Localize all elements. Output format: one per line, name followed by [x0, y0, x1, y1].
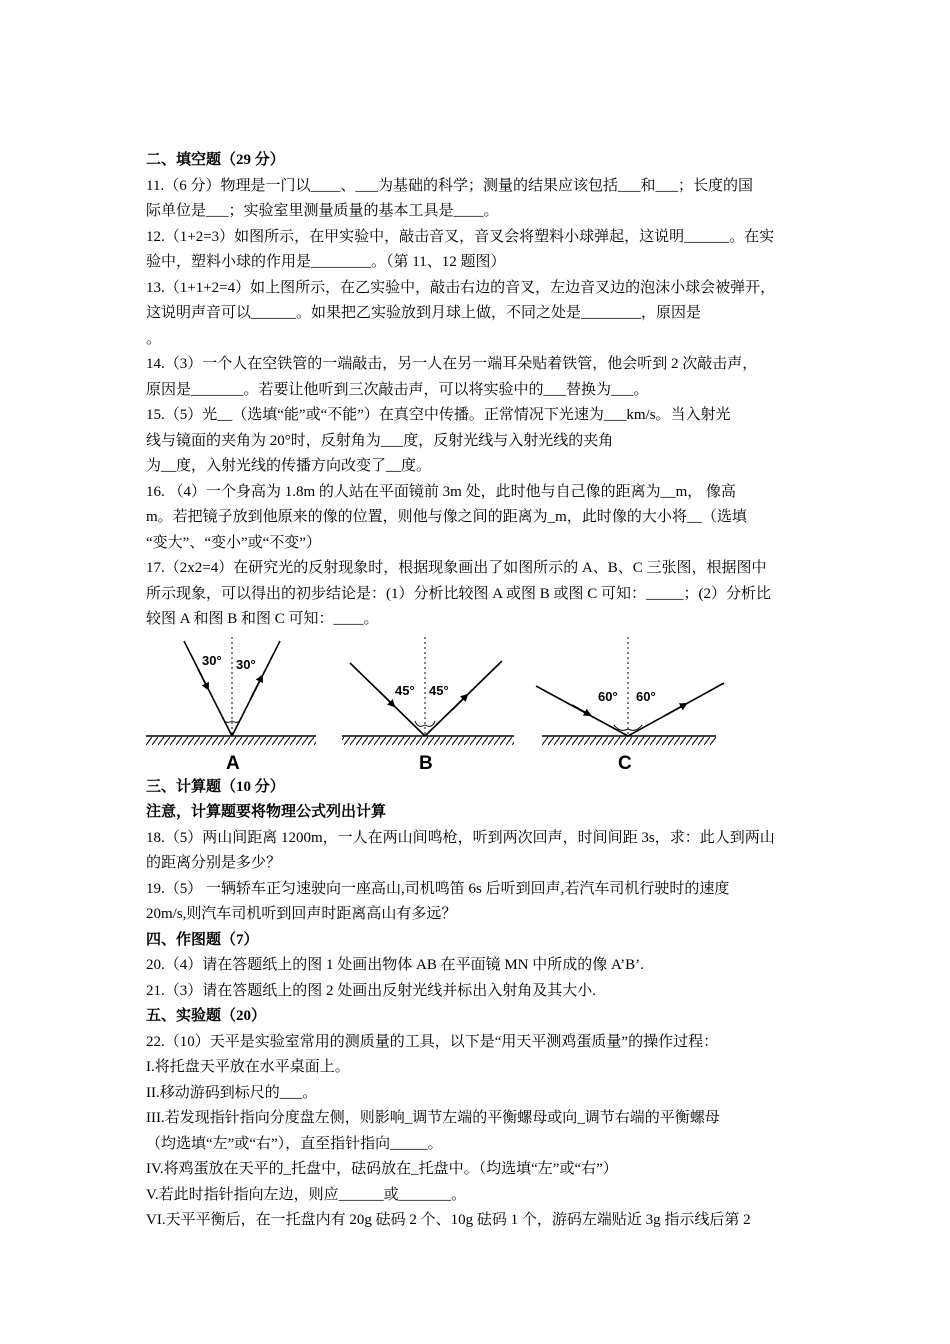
angle-label: 30° — [202, 652, 222, 668]
angle-label: 60° — [598, 688, 618, 704]
text-line: VI.天平平衡后，在一托盘内有 20g 砝码 2 个、10g 砝码 1 个，游码左端贴近 3g 指示线后第 2 — [146, 1212, 751, 1228]
figure-label: B — [419, 752, 433, 774]
panel-c — [536, 637, 724, 774]
text-line: 际单位是___；实验室里测量质量的基本工具是____。 — [146, 203, 499, 219]
reflected-arrow — [666, 704, 686, 715]
text-line: 15.（5）光__（选填“能”或“不能”）在真空中传播。正常情况下光速为___km/s。当入射光 — [146, 407, 731, 423]
text-line: V.若此时指针指向左边，则应______或_______。 — [146, 1186, 467, 1203]
angle-label: 45° — [395, 682, 415, 698]
incident-arrow — [198, 669, 208, 689]
text-line: 12.（1+2=3）如图所示，在甲实验中，敲击音叉，音叉会将塑料小球弹起，这说明______。在实 — [146, 228, 775, 245]
text-line: 这说明声音可以______。如果把乙实验放到月球上做，不同之处是________，原因是 — [146, 305, 702, 321]
mirror-hatching — [146, 737, 316, 745]
text-line: 19.（5） 一辆轿车正匀速驶向一座高山,司机鸣笛 6s 后听到回声,若汽车司机行驶时的速度 — [146, 880, 730, 897]
exam-page — [146, 148, 808, 1234]
section-heading: 五、实验题（20） — [146, 1008, 267, 1024]
text-line: 线与镜面的夹角为 20°时，反射角为___度，反射光线与入射光线的夹角 — [146, 432, 614, 449]
section-heading: 二、填空题（29 分） — [146, 152, 285, 168]
text-line: 18.（5）两山间距离 1200m，一人在两山间鸣枪，听到两次回声，时间间距 3s，求：此人到两山 — [146, 829, 775, 846]
text-line: （均选填“左”或“右”），直至指针指向_____。 — [146, 1135, 443, 1152]
text-line: 16. （4）一个身高为 1.8m 的人站在平面镜前 3m 处，此时他与自己像的距离为__m， 像高 — [146, 483, 737, 500]
panel-b — [342, 637, 514, 774]
text-line: 22.（10）天平是实验室常用的测质量的工具，以下是“用天平测鸡蛋质量”的操作过程： — [146, 1033, 719, 1050]
text-line: 。 — [146, 330, 162, 347]
angle-label: 60° — [636, 688, 656, 704]
text-line: IV.将鸡蛋放在天平的_托盘中，砝码放在_托盘中。（均选填“左”或“右”） — [146, 1161, 618, 1177]
text-line: 21.（3）请在答题纸上的图 2 处画出反射光线并标出入射角及其大小. — [146, 982, 597, 999]
section-heading: 四、作图题（7） — [146, 931, 259, 948]
reflection-figure — [146, 633, 808, 775]
figure-label: A — [226, 752, 240, 774]
incident-arrow — [572, 705, 590, 715]
text-line: 13.（1+1+2=4）如上图所示，在乙实验中，敲击右边的音叉，左边音叉边的泡沫小球会被弹开， — [146, 279, 776, 296]
text-line: 11.（6 分）物理是一门以____、___为基础的科学；测量的结果应该包括___和___；长度的国 — [146, 177, 753, 194]
text-line: “变大”、“变小”或“不变”） — [146, 534, 321, 551]
incident-arrow — [380, 692, 394, 706]
text-line: 14.（3）一个人在空铁管的一端敲击，另一人在另一端耳朵贴着铁管，他会听到 2 次敲击声， — [146, 356, 758, 372]
figure-label: C — [618, 752, 632, 774]
text-line: 较图 A 和图 B 和图 C 可知：____。 — [146, 611, 379, 627]
panel-a — [146, 637, 316, 774]
text-line: II.移动游码到标尺的___。 — [146, 1084, 318, 1101]
text-line: m。若把镜子放到他原来的像的位置，则他与像之间的距离为_m，此时像的大小将__（选填 — [146, 509, 747, 525]
section-heading: 三、计算题（10 分） — [146, 778, 285, 795]
text-line: 17.（2x2=4）在研究光的反射现象时，根据现象画出了如图所示的 A、B、C 三张图，根据图中 — [146, 560, 767, 576]
angle-label: 45° — [429, 682, 449, 698]
text-line: 原因是_______。若要让他听到三次敲击声，可以将实验中的___替换为___。 — [146, 381, 649, 398]
reflected-arrow — [452, 695, 467, 710]
angle-label: 30° — [236, 656, 256, 672]
section-note: 注意，计算题要将物理公式列出计算 — [146, 804, 387, 820]
reflection-diagram — [146, 633, 808, 775]
text-line: I.将托盘天平放在水平桌面上。 — [146, 1059, 350, 1075]
text-line: 为__度，入射光线的传播方向改变了__度。 — [146, 458, 432, 474]
mirror-hatching — [342, 737, 514, 745]
text-line: III.若发现指针指向分度盘左侧，则影响_调节左端的平衡螺母或向_调节右端的平衡螺母 — [146, 1110, 720, 1126]
reflected-arrow — [250, 676, 262, 700]
text-line: 所示现象，可以得出的初步结论是：(1）分析比较图 A 或图 B 或图 C 可知：_____；(2）分析比 — [146, 585, 772, 602]
text-line: 的距离分别是多少？ — [146, 855, 282, 871]
text-line: 20.（4）请在答题纸上的图 1 处画出物体 AB 在平面镜 MN 中所成的像 A’B’. — [146, 957, 644, 973]
text-line: 20m/s,则汽车司机听到回声时距离高山有多远？ — [146, 906, 457, 922]
mirror-hatching — [542, 737, 716, 745]
text-line: 验中，塑料小球的作用是________。（第 11、12 题图） — [146, 254, 506, 270]
